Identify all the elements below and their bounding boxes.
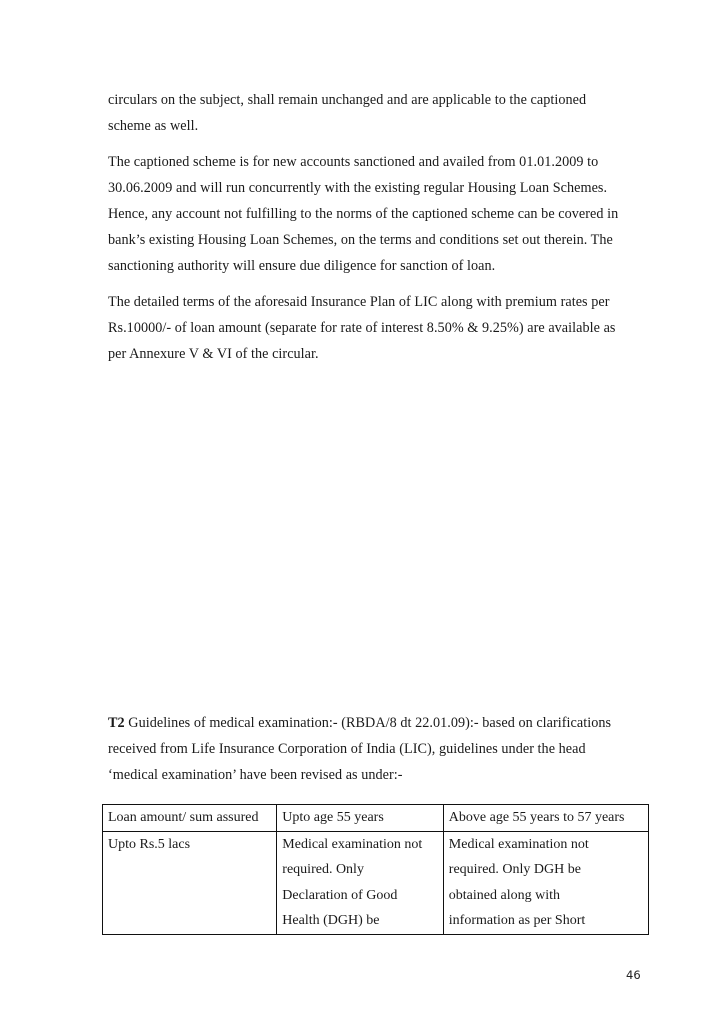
cell-text: information as per Short bbox=[448, 913, 586, 928]
text-line: scheme as well. bbox=[108, 118, 199, 134]
text-line: sanctioning authority will ensure due diligence for sanction of loan. bbox=[108, 258, 496, 274]
section-label: T2 bbox=[108, 715, 125, 731]
cell-text: Medical examination not bbox=[448, 836, 589, 852]
cell-text: Upto Rs.5 lacs bbox=[108, 836, 191, 852]
header-cell-upto-55: Upto age 55 years bbox=[277, 805, 443, 832]
paragraph-insurance-plan-terms bbox=[108, 289, 648, 367]
text-line: The detailed terms of the aforesaid Insurance Plan of LIC along with premium rates per bbox=[108, 294, 610, 310]
paragraph-circulars-unchanged bbox=[108, 87, 648, 139]
text-line: 30.06.2009 and will run concurrently with the existing regular Housing Loan Schemes. bbox=[108, 180, 608, 196]
text-line: circulars on the subject, shall remain unchanged and are applicable to the captioned bbox=[108, 92, 587, 108]
text-line: ‘medical examination’ have been revised as under:- bbox=[108, 767, 403, 783]
medical-examination-table bbox=[102, 804, 649, 935]
cell-text: required. Only bbox=[282, 862, 364, 877]
cell-text: Health (DGH) be bbox=[282, 913, 380, 928]
cell-text: obtained along with bbox=[448, 887, 560, 903]
text-line: Hence, any account not fulfilling to the norms of the captioned scheme can be covered in bbox=[108, 206, 619, 222]
table-cell bbox=[443, 831, 648, 934]
cell-text: required. Only DGH be bbox=[448, 862, 581, 877]
page-number: 46 bbox=[626, 968, 641, 982]
section-t2-medical-guidelines bbox=[108, 710, 648, 788]
table-cell bbox=[103, 831, 277, 934]
text-line: received from Life Insurance Corporation of India (LIC), guidelines under the head bbox=[108, 741, 586, 757]
header-cell-loan-amount: Loan amount/ sum assured bbox=[103, 805, 277, 832]
table-header-row bbox=[103, 805, 649, 832]
text-line: The captioned scheme is for new accounts sanctioned and availed from 01.01.2009 to bbox=[108, 154, 599, 170]
cell-text: Declaration of Good bbox=[282, 887, 398, 903]
text-line: bank’s existing Housing Loan Schemes, on the terms and conditions set out therein. The bbox=[108, 232, 613, 248]
paragraph-scheme-period bbox=[108, 149, 648, 279]
table-row bbox=[103, 831, 649, 934]
section-heading-text: Guidelines of medical examination:- (RBDA/8 dt 22.01.09):- based on clarifications bbox=[124, 715, 612, 731]
table-cell bbox=[277, 831, 443, 934]
text-line bbox=[108, 710, 648, 736]
text-line: per Annexure V & VI of the circular. bbox=[108, 346, 319, 362]
text-line: Rs.10000/- of loan amount (separate for rate of interest 8.50% & 9.25%) are available as bbox=[108, 320, 616, 336]
header-cell-above-55: Above age 55 years to 57 years bbox=[443, 805, 648, 832]
cell-text: Medical examination not bbox=[282, 836, 423, 852]
